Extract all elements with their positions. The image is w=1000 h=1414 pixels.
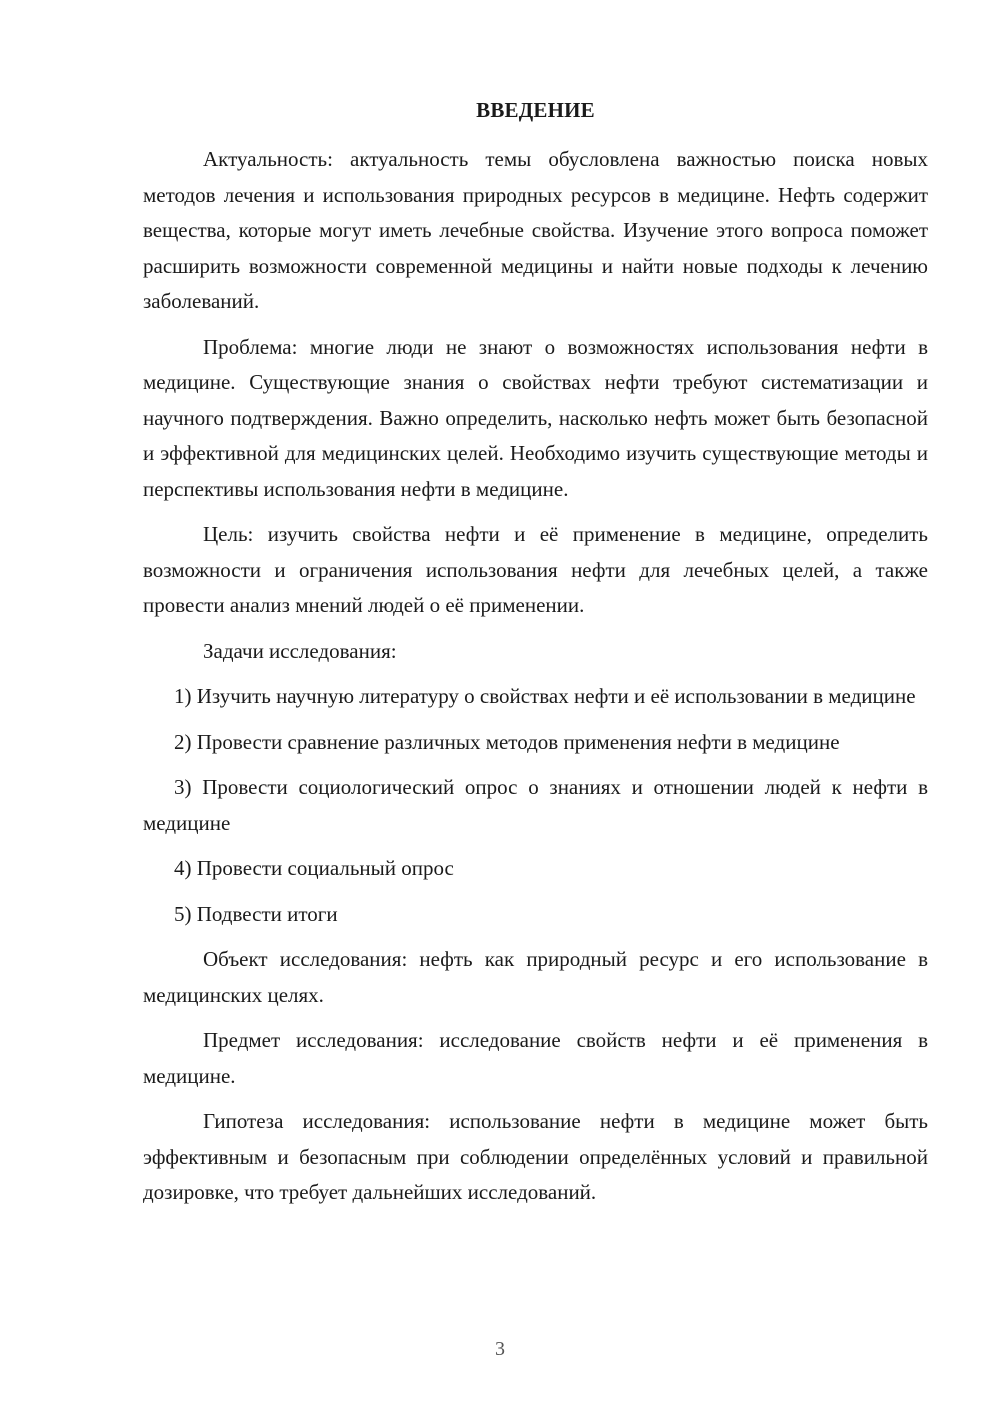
problem-paragraph: Проблема: многие люди не знают о возможностях использования нефти в медицине. Существующие знания о свойствах нефти требуют систематизации и научного подтверждения. Важно определить, насколько нефть может быть безопасной и эффективной для медицинских целей. Необходимо изучить существующие методы и перспективы использования нефти в медицине. — [143, 334, 928, 501]
object-paragraph: Объект исследования: нефть как природный ресурс и его использование в медицинских целях. — [143, 947, 928, 1007]
task-item-1: 1) Изучить научную литературу о свойствах нефти и её использовании в медицине — [174, 684, 916, 708]
relevance-paragraph: Актуальность: актуальность темы обусловлена важностью поиска новых методов лечения и использования природных ресурсов в медицине. Нефть содержит вещества, которые могут иметь лечебные свойства. Изучение этого вопроса поможет расширить возможности современной медицины и найти новые подходы к лечению заболеваний. — [143, 147, 928, 313]
subject-paragraph: Предмет исследования: исследование свойств нефти и её применения в медицине. — [143, 1028, 928, 1088]
task-item-4: 4) Провести социальный опрос — [174, 856, 454, 880]
task-item-2: 2) Провести сравнение различных методов применения нефти в медицине — [174, 729, 840, 754]
task-item-5: 5) Подвести итоги — [174, 901, 338, 926]
goal-paragraph: Цель: изучить свойства нефти и её применение в медицине, определить возможности и ограничения использования нефти для лечебных целей, а также провести анализ мнений людей о её применении. — [143, 522, 928, 617]
section-title: ВВЕДЕНИЕ — [476, 98, 595, 122]
tasks-heading: Задачи исследования: — [203, 638, 397, 663]
document-page — [143, 92, 928, 1221]
page-number: 3 — [495, 1338, 505, 1360]
hypothesis-paragraph: Гипотеза исследования: использование нефти в медицине может быть эффективным и безопасным при соблюдении определённых условий и правильной дозировке, что требует дальнейших исследований. — [143, 1109, 928, 1204]
task-item-3: 3) Провести социологический опрос о знаниях и отношении людей к нефти в медицине — [143, 775, 928, 835]
